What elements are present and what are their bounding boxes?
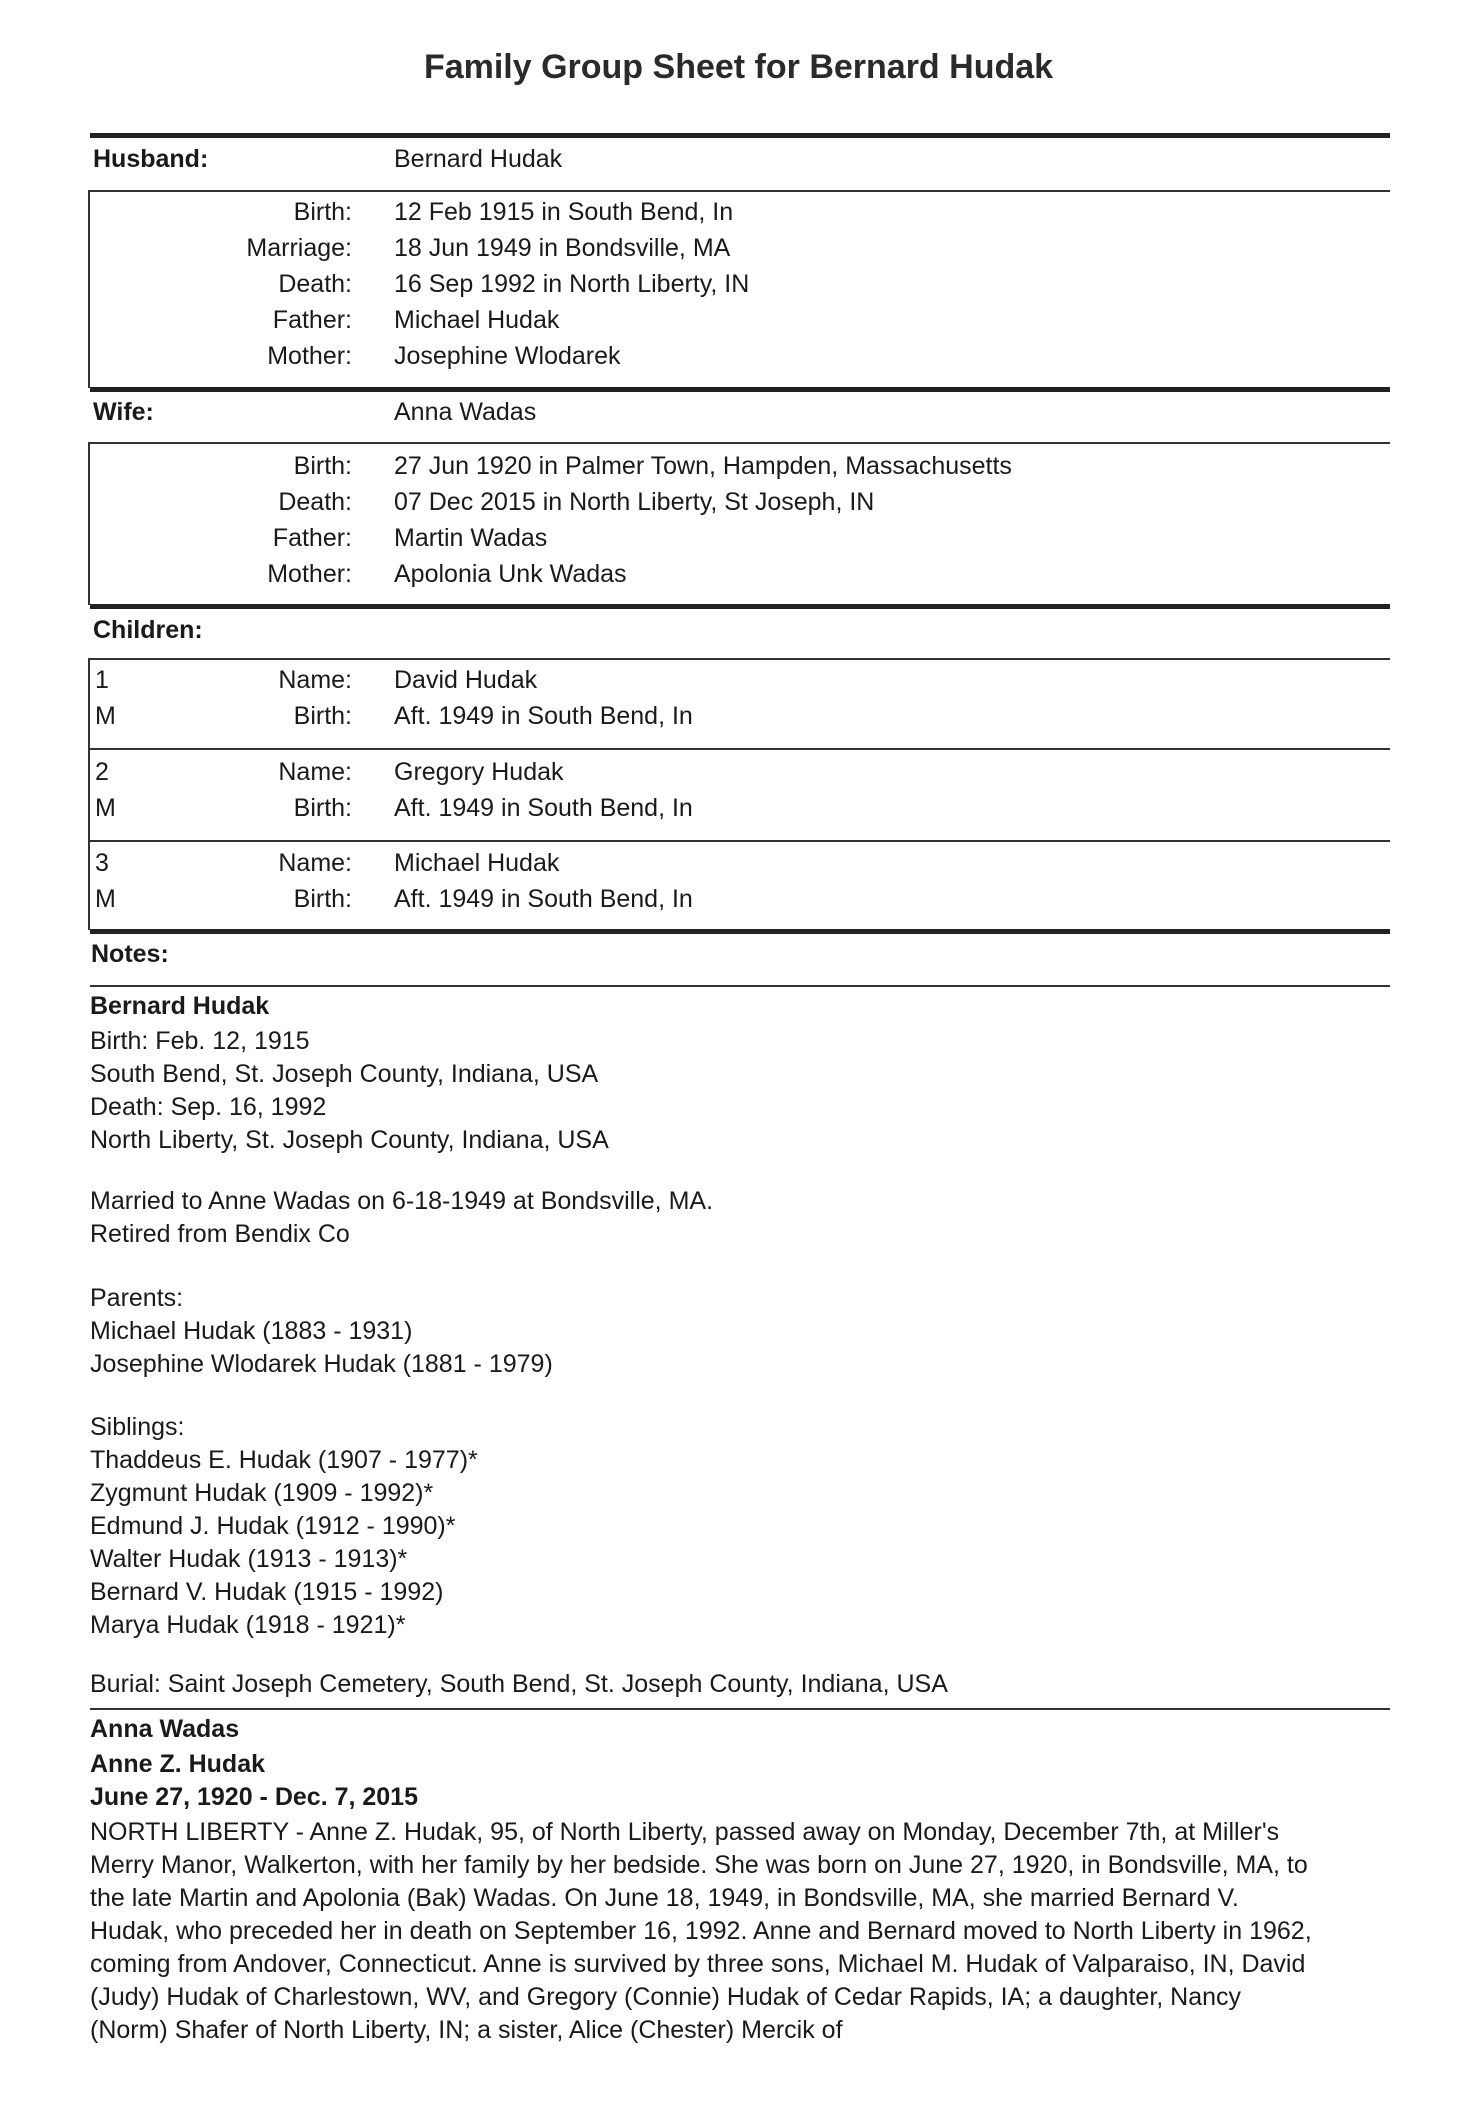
fact-value: Michael Hudak bbox=[394, 306, 560, 334]
fact-label: Death: bbox=[278, 488, 352, 516]
child-birth: Aft. 1949 in South Bend, In bbox=[394, 794, 693, 822]
note-heading-anna: Anna Wadas bbox=[90, 1715, 240, 1743]
divider bbox=[90, 840, 1390, 842]
note-line: Bernard V. Hudak (1915 - 1992) bbox=[90, 1578, 444, 1606]
child-sex: M bbox=[95, 885, 116, 913]
fact-value: Josephine Wlodarek bbox=[394, 342, 621, 370]
note-line: Michael Hudak (1883 - 1931) bbox=[90, 1317, 413, 1345]
child-name-label: Name: bbox=[278, 849, 352, 877]
child-number: 3 bbox=[95, 849, 109, 877]
note-line: Married to Anne Wadas on 6-18-1949 at Bondsville, MA. bbox=[90, 1187, 714, 1215]
note-heading-bernard: Bernard Hudak bbox=[90, 992, 270, 1020]
note-subheading-anna: Anne Z. Hudak bbox=[90, 1750, 266, 1778]
child-name-label: Name: bbox=[278, 666, 352, 694]
child-birth-label: Birth: bbox=[293, 702, 352, 730]
fact-label: Mother: bbox=[267, 342, 352, 370]
fact-label: Birth: bbox=[293, 198, 352, 226]
note-line: Thaddeus E. Hudak (1907 - 1977)* bbox=[90, 1446, 478, 1474]
divider bbox=[90, 1708, 1390, 1710]
note-dates-anna: June 27, 1920 - Dec. 7, 2015 bbox=[90, 1783, 418, 1811]
fact-value: Martin Wadas bbox=[394, 524, 548, 552]
fact-label: Mother: bbox=[267, 560, 352, 588]
divider bbox=[90, 442, 1390, 444]
husband-label: Husband: bbox=[93, 145, 209, 173]
fact-label: Marriage: bbox=[246, 234, 352, 262]
fact-value: 16 Sep 1992 in North Liberty, IN bbox=[394, 270, 750, 298]
children-label: Children: bbox=[93, 616, 203, 644]
divider bbox=[90, 748, 1390, 750]
note-line: Marya Hudak (1918 - 1921)* bbox=[90, 1611, 406, 1639]
note-line: South Bend, St. Joseph County, Indiana, USA bbox=[90, 1060, 599, 1088]
note-line: Death: Sep. 16, 1992 bbox=[90, 1093, 327, 1121]
child-name: David Hudak bbox=[394, 666, 538, 694]
husband-name: Bernard Hudak bbox=[394, 145, 563, 173]
divider bbox=[90, 985, 1390, 987]
child-birth-label: Birth: bbox=[293, 794, 352, 822]
child-sex: M bbox=[95, 794, 116, 822]
child-number: 2 bbox=[95, 758, 109, 786]
note-line: Retired from Bendix Co bbox=[90, 1220, 350, 1248]
note-line: Edmund J. Hudak (1912 - 1990)* bbox=[90, 1512, 456, 1540]
notes-label: Notes: bbox=[91, 940, 169, 968]
section-rule bbox=[90, 929, 1390, 934]
child-name: Michael Hudak bbox=[394, 849, 560, 877]
wife-label: Wife: bbox=[93, 398, 154, 426]
section-rule bbox=[90, 387, 1390, 392]
divider bbox=[90, 190, 1390, 192]
fact-value: 18 Jun 1949 in Bondsville, MA bbox=[394, 234, 731, 262]
child-birth: Aft. 1949 in South Bend, In bbox=[394, 702, 693, 730]
note-line: Josephine Wlodarek Hudak (1881 - 1979) bbox=[90, 1350, 553, 1378]
obituary-paragraph: NORTH LIBERTY - Anne Z. Hudak, 95, of North Liberty, passed away on Monday, December 7th, at Miller's Merry Manor, Walkerton, with her family by her bedside. She was born on June 27, 1920, in Bondsville, MA, to the late Martin and Apolonia (Bak) Wadas. On June 18, 1949, in Bondsville, MA, she married Bernard V. Hudak, who preceded her in death on September 16, 1992. Anne and Bernard moved to North Liberty in 1962, coming from Andover, Connecticut. Anne is survived by three sons, Michael M. Hudak of Valparaiso, IN, David (Judy) Hudak of Charlestown, WV, and Gregory (Connie) Hudak of Cedar Rapids, IA; a daughter, Nancy (Norm) Shafer of North Liberty, IN; a sister, Alice (Chester) Mercik of bbox=[90, 1818, 1312, 2044]
left-border bbox=[88, 442, 90, 605]
note-line: Walter Hudak (1913 - 1913)* bbox=[90, 1545, 408, 1573]
child-sex: M bbox=[95, 702, 116, 730]
child-name: Gregory Hudak bbox=[394, 758, 564, 786]
fact-value: 27 Jun 1920 in Palmer Town, Hampden, Massachusetts bbox=[394, 452, 1012, 480]
page-title: Family Group Sheet for Bernard Hudak bbox=[423, 48, 1054, 86]
note-line: Burial: Saint Joseph Cemetery, South Bend, St. Joseph County, Indiana, USA bbox=[90, 1670, 948, 1698]
note-line: Siblings: bbox=[90, 1413, 185, 1441]
fact-label: Birth: bbox=[293, 452, 352, 480]
child-birth: Aft. 1949 in South Bend, In bbox=[394, 885, 693, 913]
section-rule bbox=[90, 133, 1390, 138]
fact-value: 07 Dec 2015 in North Liberty, St Joseph, IN bbox=[394, 488, 875, 516]
note-line: Parents: bbox=[90, 1284, 184, 1312]
left-border bbox=[88, 190, 90, 388]
child-number: 1 bbox=[95, 666, 109, 694]
note-line: Zygmunt Hudak (1909 - 1992)* bbox=[90, 1479, 434, 1507]
wife-name: Anna Wadas bbox=[394, 398, 537, 426]
section-rule bbox=[90, 604, 1390, 609]
fact-label: Father: bbox=[272, 524, 352, 552]
fact-label: Father: bbox=[272, 306, 352, 334]
left-border bbox=[88, 658, 90, 930]
note-line: North Liberty, St. Joseph County, Indiana, USA bbox=[90, 1126, 609, 1154]
child-birth-label: Birth: bbox=[293, 885, 352, 913]
divider bbox=[90, 658, 1390, 660]
note-line: Birth: Feb. 12, 1915 bbox=[90, 1027, 310, 1055]
fact-value: 12 Feb 1915 in South Bend, In bbox=[394, 198, 734, 226]
fact-label: Death: bbox=[278, 270, 352, 298]
child-name-label: Name: bbox=[278, 758, 352, 786]
fact-value: Apolonia Unk Wadas bbox=[394, 560, 627, 588]
